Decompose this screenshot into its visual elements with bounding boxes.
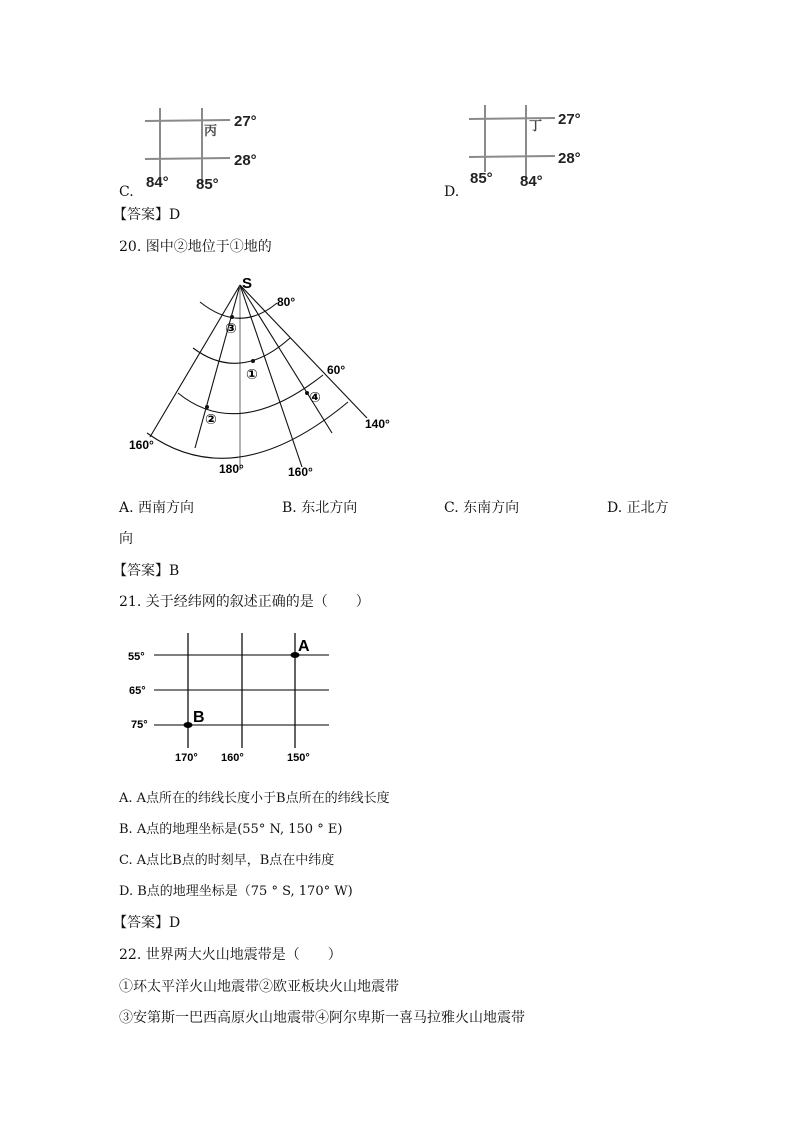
- answer-21: 【答案】D: [113, 915, 181, 931]
- option-a: A. A点所在的纬线长度小于B点所在的纬线长度: [119, 791, 390, 806]
- lon-label: 150°: [287, 752, 310, 764]
- option-c: C. 东南方向: [444, 500, 520, 516]
- lat-label: 28°: [558, 150, 581, 167]
- option-c-letter: C.: [119, 184, 134, 200]
- point-4-label: ④: [309, 389, 321, 405]
- lat-label: 27°: [234, 113, 257, 130]
- lat-label: 27°: [558, 111, 581, 128]
- option-d: D. B点的地理坐标是（75 ° S, 170° W): [119, 884, 353, 899]
- lon-label: 180°: [219, 462, 244, 476]
- lat-label: 28°: [234, 152, 257, 169]
- answer-20: 【答案】B: [113, 563, 180, 579]
- label-bing: 丙: [204, 123, 218, 138]
- point-1-label: ①: [246, 366, 258, 382]
- pole-label: S: [242, 275, 253, 292]
- option-b: B. A点的地理坐标是(55° N, 150 ° E): [119, 822, 343, 837]
- label-ding: 丁: [529, 118, 543, 133]
- statement-line: ①环太平洋火山地震带②欧亚板块火山地震带: [119, 979, 399, 995]
- answer-19: 【答案】D: [113, 207, 181, 223]
- point-b-marker: [184, 722, 193, 728]
- lon-label: 140°: [365, 417, 390, 431]
- option-d-letter: D.: [444, 184, 460, 200]
- lon-label: 85°: [470, 170, 493, 187]
- lon-label: 84°: [146, 174, 169, 191]
- question-22: 22. 世界两大火山地震带是（ ）: [119, 947, 342, 963]
- option-a: A. 西南方向: [119, 500, 195, 516]
- lat-label: 75°: [131, 719, 148, 731]
- lon-label: 84°: [520, 173, 543, 190]
- lon-label: 160°: [221, 752, 244, 764]
- lat-label: 55°: [128, 651, 145, 663]
- statement-line: ③安第斯一巴西高原火山地震带④阿尔卑斯一喜马拉雅火山地震带: [119, 1010, 525, 1026]
- point-2-label: ②: [205, 411, 217, 427]
- lat-label: 60°: [327, 363, 346, 377]
- option-b: B. 东北方向: [282, 500, 358, 516]
- lon-label: 160°: [129, 438, 154, 452]
- point-a-label: A: [298, 638, 310, 655]
- question-20: 20. 图中②地位于①地的: [119, 239, 272, 255]
- option-d: D. 正北方: [607, 500, 669, 516]
- lon-label: 170°: [175, 752, 198, 764]
- lat-label: 80°: [277, 295, 296, 309]
- point-3-label: ③: [225, 320, 237, 336]
- lon-label: 85°: [196, 176, 219, 193]
- lat-label: 65°: [129, 685, 146, 697]
- lon-label: 160°: [288, 465, 313, 479]
- point-b-label: B: [193, 709, 205, 726]
- option-c: C. A点比B点的时刻早，B点在中纬度: [119, 853, 335, 868]
- option-d-wrap: 向: [119, 531, 133, 547]
- question-21: 21. 关于经纬网的叙述正确的是（ ）: [119, 594, 370, 610]
